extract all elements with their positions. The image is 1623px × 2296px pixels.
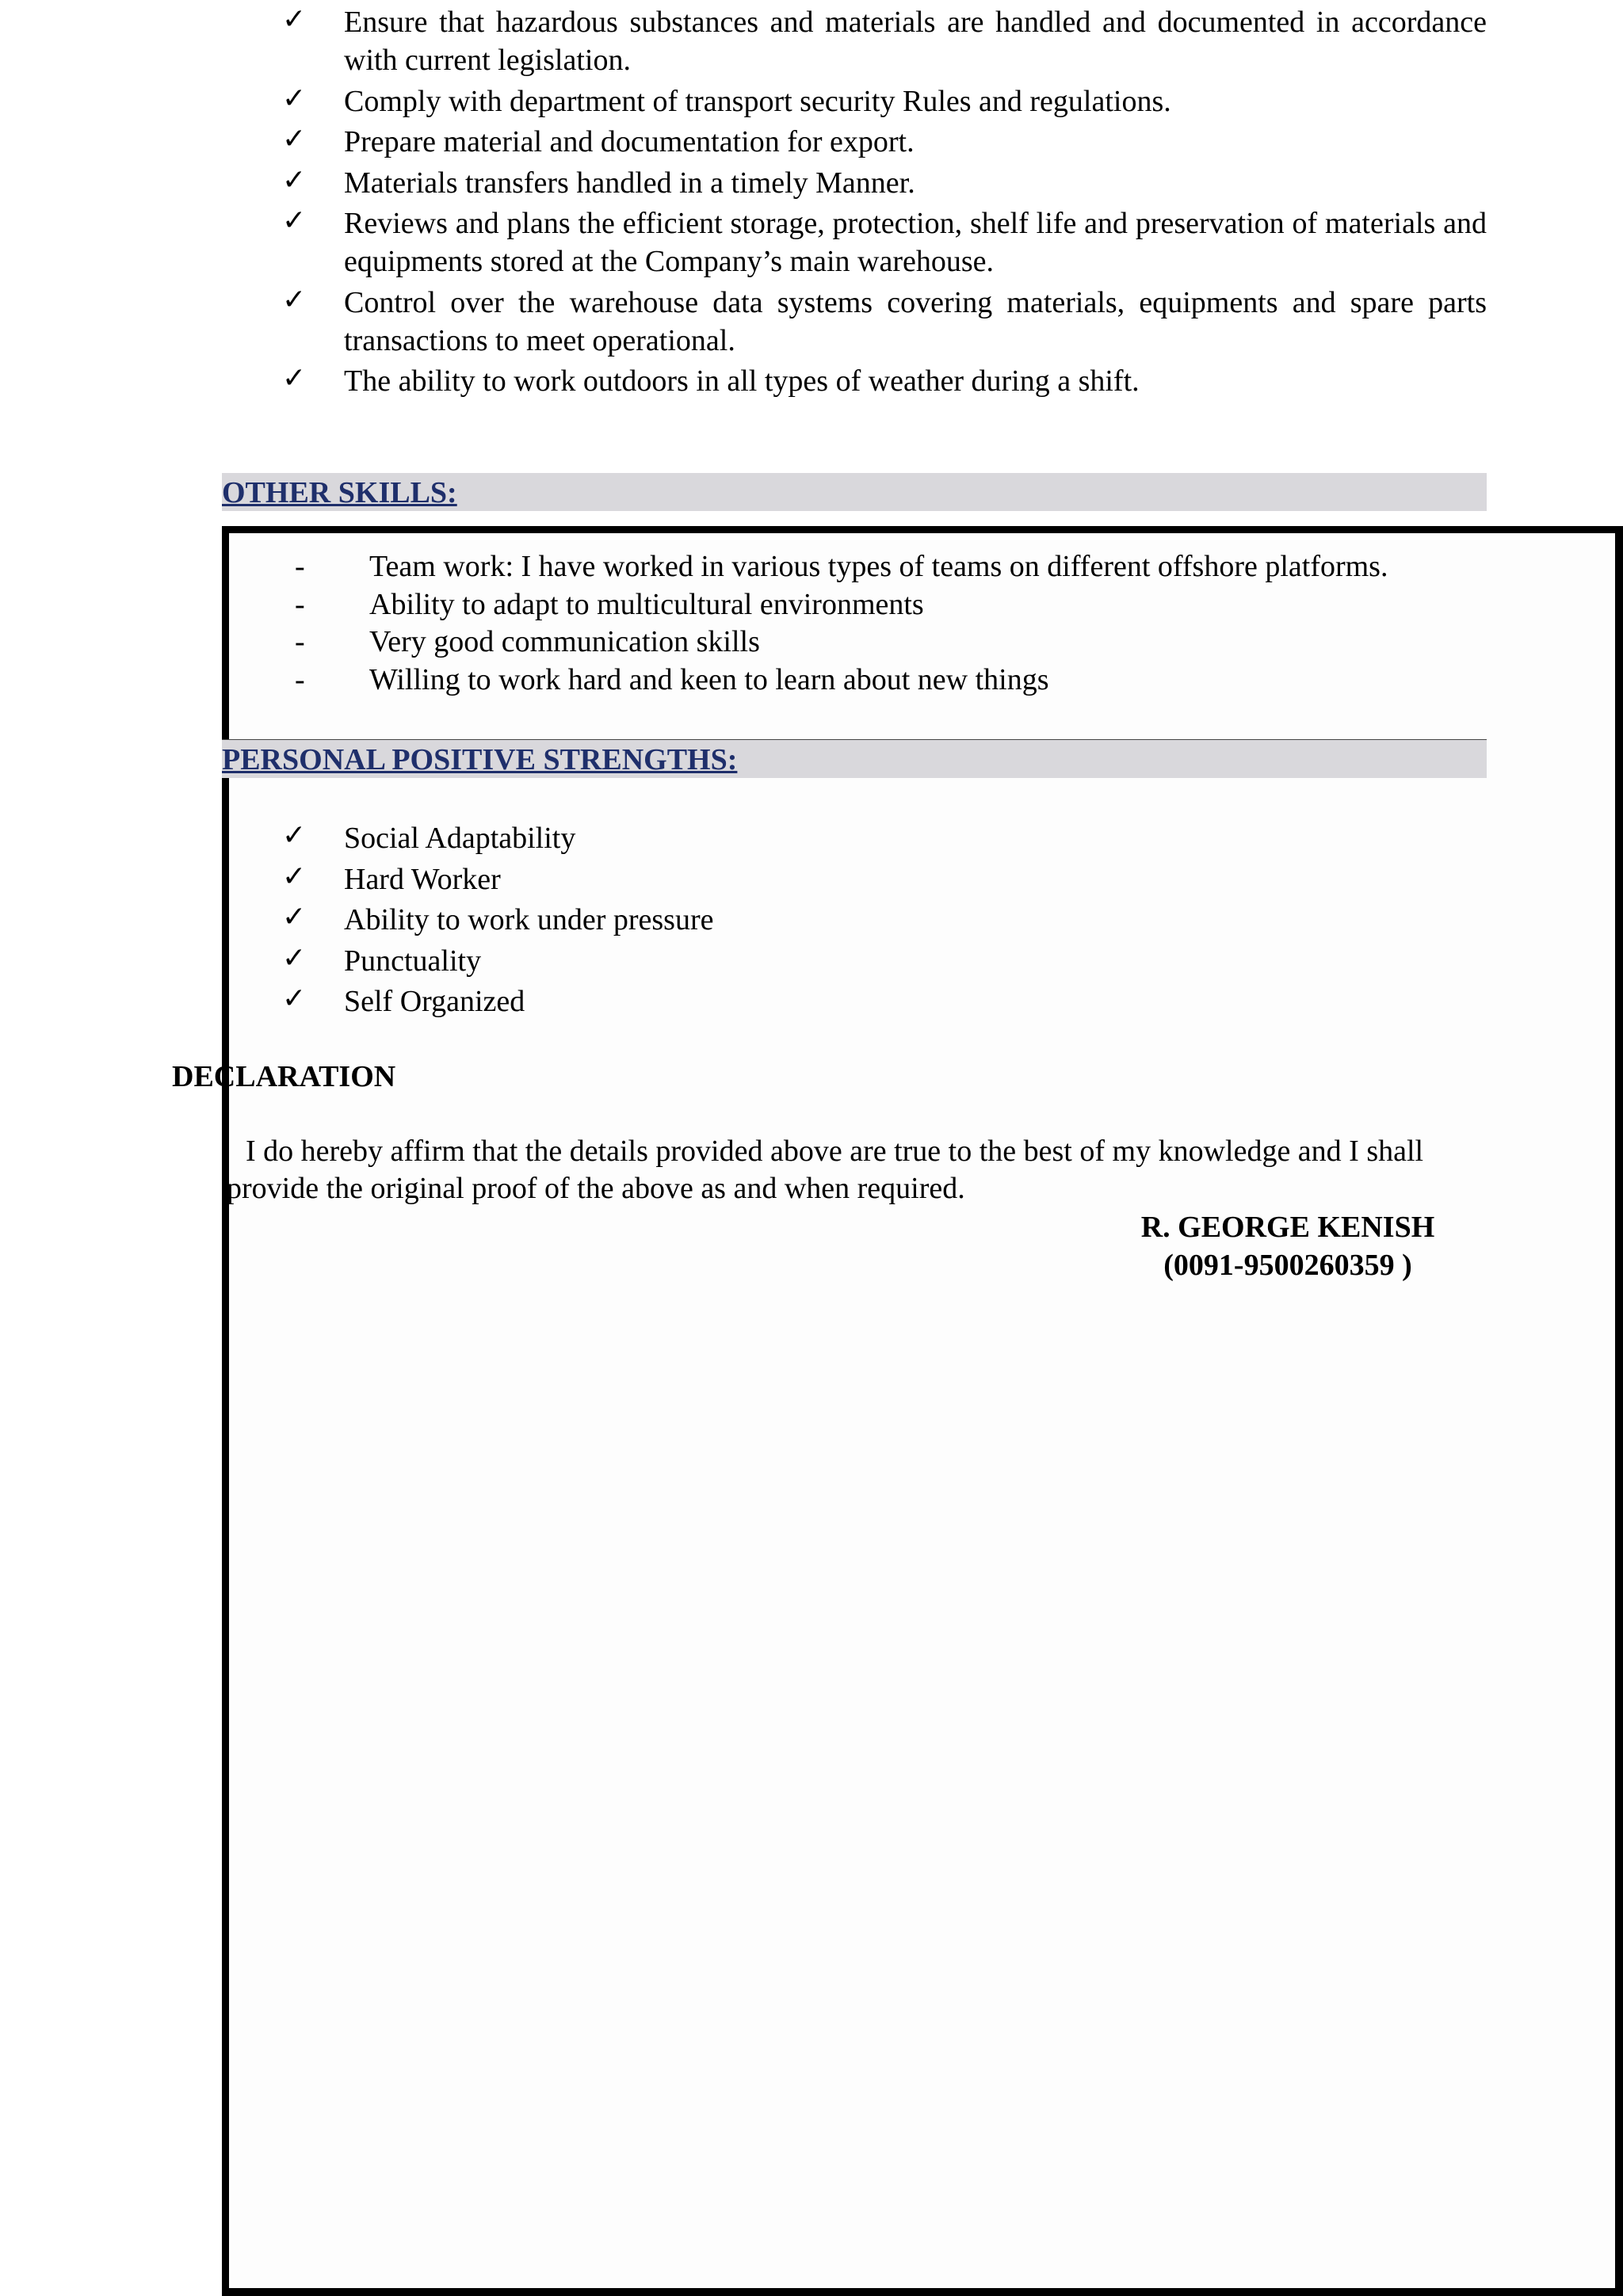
duty-text: Prepare material and documentation for export. <box>344 125 915 158</box>
dash-bullet: - <box>295 662 305 696</box>
strengths-header <box>222 740 1487 778</box>
list-item <box>282 82 1487 120</box>
dash-bullet: - <box>295 587 305 621</box>
list-item <box>282 819 1487 857</box>
strength-text: Ability to work under pressure <box>344 903 714 936</box>
duty-text: Ensure that hazardous substances and materials are handled and documented in accordance with current legislation. <box>344 6 1487 77</box>
dash-bullet: - <box>295 625 305 658</box>
strengths-list <box>282 819 1487 1024</box>
checkmark-icon: ✓ <box>282 283 307 316</box>
list-item <box>282 362 1487 400</box>
checkmark-icon: ✓ <box>282 163 307 196</box>
skill-text: Ability to adapt to multicultural environments <box>369 587 924 621</box>
signature-name: R. GEORGE KENISH <box>1140 1211 1435 1244</box>
checkmark-icon: ✓ <box>282 860 307 893</box>
duties-list <box>282 3 1487 403</box>
strength-text: Punctuality <box>344 944 482 978</box>
signature-phone: (0091-9500260359 ) <box>1163 1249 1412 1282</box>
checkmark-icon: ✓ <box>282 901 307 933</box>
strength-text: Social Adaptability <box>344 822 576 855</box>
checkmark-icon: ✓ <box>282 982 307 1015</box>
duty-text: Materials transfers handled in a timely Manner. <box>344 166 915 200</box>
section-title: PERSONAL POSITIVE STRENGTHS: <box>222 743 738 776</box>
checkmark-icon: ✓ <box>282 819 307 852</box>
checkmark-icon: ✓ <box>282 82 307 115</box>
duty-text: Reviews and plans the efficient storage, protection, shelf life and preservation of materials and equipments stored at the Company’s main warehouse. <box>344 207 1487 278</box>
checkmark-icon: ✓ <box>282 3 307 36</box>
list-item <box>282 3 1487 79</box>
skill-text: Willing to work hard and keen to learn about new things <box>369 662 1049 696</box>
section-title: OTHER SKILLS: <box>222 476 457 509</box>
signature-block <box>1094 1208 1482 1284</box>
skill-text: Team work: I have worked in various types of teams on different offshore platforms. <box>369 550 1388 583</box>
checkmark-icon: ✓ <box>282 123 307 155</box>
list-item <box>282 284 1487 360</box>
list-item <box>295 548 1499 586</box>
declaration-text: I do hereby affirm that the details provided above are true to the best of my knowledge and I shall provide the original proof of the above as and when required. <box>227 1135 1424 1205</box>
strength-text: Self Organized <box>344 985 525 1018</box>
list-item <box>295 586 1499 624</box>
other-skills-list <box>295 548 1499 699</box>
list-item <box>282 860 1487 898</box>
page-frame-border <box>222 526 1623 2296</box>
checkmark-icon: ✓ <box>282 941 307 974</box>
dash-bullet: - <box>295 550 305 583</box>
list-item <box>282 982 1487 1020</box>
duty-text: The ability to work outdoors in all types of weather during a shift. <box>344 364 1140 398</box>
list-item <box>282 942 1487 980</box>
list-item <box>282 123 1487 161</box>
list-item <box>295 624 1499 662</box>
duty-text: Control over the warehouse data systems covering materials, equipments and spare parts transactions to meet operational. <box>344 285 1487 357</box>
declaration-title: DECLARATION <box>172 1060 396 1093</box>
list-item <box>295 662 1499 700</box>
duty-text: Comply with department of transport security Rules and regulations. <box>344 84 1171 118</box>
skill-text: Very good communication skills <box>369 625 760 658</box>
list-item <box>282 164 1487 202</box>
checkmark-icon: ✓ <box>282 204 307 237</box>
checkmark-icon: ✓ <box>282 362 307 395</box>
list-item <box>282 204 1487 280</box>
list-item <box>282 901 1487 939</box>
strength-text: Hard Worker <box>344 862 501 896</box>
other-skills-header <box>222 473 1487 511</box>
